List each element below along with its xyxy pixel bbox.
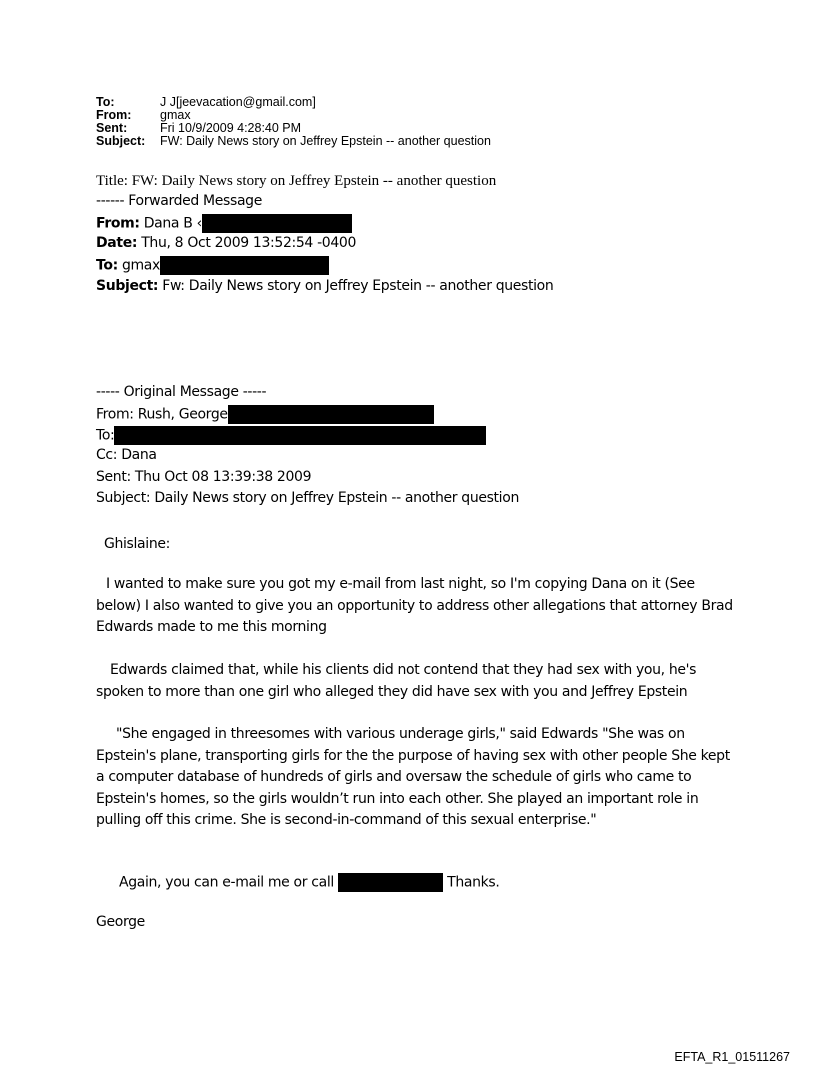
original-subject: Subject: Daily News story on Jeffrey Epstein -- another question — [96, 490, 519, 506]
redaction-box — [160, 256, 329, 275]
redaction-box — [202, 214, 352, 233]
forwarded-to-label: To: — [96, 257, 118, 274]
redaction-box — [114, 426, 486, 445]
forwarded-to-value: gmax — [121, 257, 160, 274]
header-to-row — [96, 96, 491, 109]
forwarded-to-row — [96, 256, 329, 275]
forwarded-date-row — [96, 235, 356, 251]
signoff: George — [96, 914, 145, 930]
forwarded-date-label: Date: — [96, 235, 138, 251]
forwarded-subject-row — [96, 278, 553, 294]
original-from: From: Rush, George — [96, 406, 228, 423]
forwarded-subject-value: Fw: Daily News story on Jeffrey Epstein -- another question — [162, 278, 554, 294]
header-to-label: To: — [96, 95, 115, 109]
call-text: Again, you can e-mail me or call — [119, 874, 334, 891]
header-sent-value: Fri 10/9/2009 4:28:40 PM — [160, 121, 302, 135]
forwarded-date-value: Thu, 8 Oct 2009 13:52:54 -0400 — [141, 235, 357, 251]
document-id: EFTA_R1_01511267 — [674, 1050, 790, 1064]
original-sent: Sent: Thu Oct 08 13:39:38 2009 — [96, 469, 312, 485]
forwarded-subject-label: Subject: — [96, 278, 159, 294]
original-to: To: — [96, 427, 115, 444]
original-banner: ----- Original Message ----- — [96, 384, 267, 400]
paragraph-3: "She engaged in threesomes with various underage girls," said Edwards "She was on Epstein's plane, transporting girls for the the purpose of having sex with other people She kept a computer database of hundreds of girls and oversaw the schedule of girls who came to Epstein's homes, so the girls wouldn’t run into each other. She played an important role in pulling off this crime. She is second-in-command of this sexual enterprise." — [96, 726, 730, 828]
header-to-value: J J[jeevacation@gmail.com] — [160, 95, 316, 109]
email-header — [96, 96, 491, 148]
redaction-box — [338, 873, 443, 892]
header-subject-row — [96, 135, 491, 148]
header-from-value: gmax — [160, 108, 191, 122]
forwarded-from-value: Dana B ‹ — [143, 215, 202, 232]
redaction-box — [228, 405, 434, 424]
header-subject-value: FW: Daily News story on Jeffrey Epstein -- another question — [160, 134, 491, 148]
greeting: Ghislaine: — [104, 536, 170, 552]
header-from-label: From: — [96, 108, 132, 122]
document-title: Title: FW: Daily News story on Jeffrey Epstein -- another question — [96, 173, 497, 189]
thanks-text: Thanks. — [447, 874, 500, 891]
paragraph-2: Edwards claimed that, while his clients did not contend that they had sex with you, he's spoken to more than one girl who alleged they did have sex with you and Jeffrey Epstein — [96, 662, 697, 700]
forwarded-from-row — [96, 214, 352, 233]
paragraph-1: I wanted to make sure you got my e-mail from last night, so I'm copying Dana on it (See below) I also wanted to give you an opportunity to address other allegations that attorney Brad Edwards made to me this morning — [96, 576, 733, 635]
forwarded-from-label: From: — [96, 215, 140, 232]
original-to-row — [96, 426, 486, 445]
original-from-row — [96, 405, 434, 424]
header-subject-label: Subject: — [96, 134, 146, 148]
header-sent-label: Sent: — [96, 121, 128, 135]
paragraph-4 — [119, 873, 499, 892]
original-cc: Cc: Dana — [96, 447, 157, 463]
forwarded-banner: ------ Forwarded Message — [96, 193, 262, 209]
